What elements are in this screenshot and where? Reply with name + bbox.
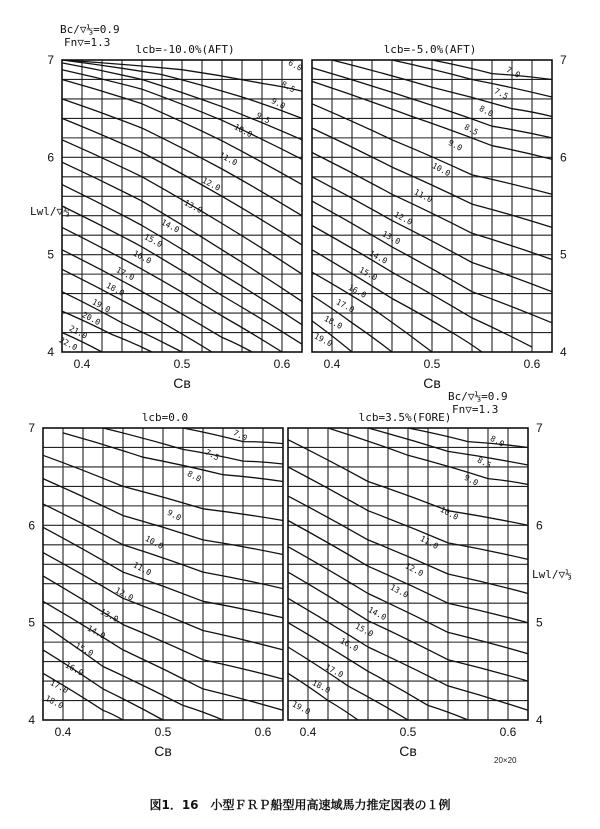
panel-3-ytick: 5 [28, 615, 35, 630]
panel-3-ytick: 7 [28, 421, 35, 435]
panel-4-curve-label: 9.0 [462, 472, 480, 488]
panel-4-curve-label: 19.0 [290, 699, 312, 717]
panel-4-curve-17-0 [288, 623, 468, 720]
panel-1-xlabel: Cʙ [173, 375, 191, 391]
panel-4-ytick: 5 [536, 615, 543, 630]
panel-4-xtick: 0.5 [399, 725, 417, 739]
panel-4-xtick: 0.4 [299, 725, 317, 739]
panel-4-ytick: 7 [536, 421, 543, 435]
panel-2-xtick: 0.5 [423, 357, 441, 371]
panel-2-curve-label: 13.0 [380, 229, 402, 247]
panel-4-curve-label: 18.0 [310, 678, 332, 696]
y-axis-label-top: Lwl/▽⅓ [30, 205, 70, 218]
mid-param-1: Bc/▽⅓=0.9 [448, 390, 508, 403]
panel-3-curve-label: 9.0 [165, 507, 183, 523]
panel-2-curve-15-0 [312, 226, 532, 348]
panel-3-curve-label: 17.0 [48, 678, 70, 696]
panel-3-xtick: 0.6 [254, 725, 272, 739]
panel-1-xtick: 0.5 [173, 357, 191, 371]
panel-2-curve-label: 17.0 [334, 297, 356, 315]
mid-param-2: Fn▽=1.3 [452, 403, 499, 416]
panel-2-curve-label: 11.0 [412, 187, 434, 205]
panel-1-curve-label: 12.0 [200, 175, 222, 193]
panel-1-ytick: 4 [47, 345, 54, 359]
panel-1-curve-18-0 [62, 250, 252, 352]
panel-1-curve-label: 10.0 [232, 122, 254, 140]
panel-3-curve-label: 8.0 [185, 469, 203, 484]
panel-4-curve-label: 14.0 [366, 605, 388, 623]
panel-4-xtick: 0.6 [499, 725, 517, 739]
panel-3-curve-label: 14.0 [85, 623, 107, 641]
panel-2-ytick: 4 [560, 345, 567, 359]
panel-1-xtick: 0.4 [73, 357, 91, 371]
figure-caption: 図1．16 小型ＦＲＰ船型用高速域馬力推定図表の１例 [149, 798, 451, 812]
panel-3-curve-16-0 [43, 625, 223, 720]
panel-1-curve-label: 6.0 [286, 58, 304, 73]
header-param-1: Bc/▽⅓=0.9 [60, 23, 120, 36]
panel-2-curve-label: 18.0 [322, 314, 344, 332]
panel-3-curve-label: 15.0 [73, 641, 95, 659]
panel-2-ytick: 5 [560, 247, 567, 262]
panel-2-curve-label: 16.0 [346, 282, 368, 300]
panel-3-curve-label: 7.0 [231, 428, 249, 443]
panel-3-xtick: 0.4 [54, 725, 72, 739]
panel-4-title: lcb=3.5%(FORE) [358, 411, 452, 424]
panel-3-title: lcb=0.0 [141, 411, 189, 424]
panel-1-curve-label: 17.0 [114, 265, 136, 283]
panel-1-curve-label: 9.5 [254, 110, 272, 126]
panel-4-xlabel: Cʙ [399, 743, 417, 759]
panel-2-curve-label: 15.0 [357, 265, 379, 283]
panel-1-curve-17-0 [62, 227, 282, 352]
panel-3-curve-8-0 [63, 433, 283, 482]
panel-1-title: lcb=-10.0%(AFT) [135, 43, 235, 56]
panel-1-curve-label: 9.0 [269, 96, 287, 111]
panel-1-curve-label: 21.0 [67, 323, 89, 341]
panel-2-curve-label: 12.0 [392, 209, 414, 227]
panel-3-curve-label: 12.0 [113, 585, 135, 603]
panel-1-ytick: 7 [47, 53, 54, 67]
panel-2-xtick: 0.4 [323, 357, 341, 371]
panel-3-curve-label: 10.0 [143, 534, 165, 552]
panel-4-curve-label: 8.5 [475, 455, 493, 471]
panel-1-curve-label: 20.0 [80, 310, 102, 328]
panel-1-curve-label: 22.0 [57, 335, 79, 353]
panel-3-xtick: 0.5 [154, 725, 172, 739]
panel-2-ytick: 7 [560, 53, 567, 67]
panel-4-ytick: 6 [536, 518, 543, 533]
panel-1-xtick: 0.6 [273, 357, 291, 371]
panel-2-ytick: 6 [560, 150, 567, 165]
panel-4-curve-label: 11.0 [418, 534, 440, 552]
panel-4-ytick: 4 [536, 713, 543, 727]
panel-3-ytick: 4 [28, 713, 35, 727]
panel-1-curve-label: 11.0 [217, 150, 239, 168]
panel-3-curve-label: 13.0 [98, 607, 120, 625]
panel-1-ytick: 5 [47, 247, 54, 262]
panel-1-curve-label: 8.5 [279, 79, 297, 95]
panel-1-curve-label: 14.0 [159, 217, 181, 235]
panel-3-curve-label: 7.5 [203, 447, 221, 463]
panel-1-curve-label: 19.0 [90, 297, 112, 315]
y-axis-label-bottom: Lwl/▽⅓ [532, 568, 572, 581]
grid-note: 20×20 [494, 756, 517, 765]
panel-4-curve-label: 15.0 [353, 621, 375, 639]
panel-3-xlabel: Cʙ [154, 743, 172, 759]
panel-2-curve-label: 7.5 [492, 86, 510, 102]
panel-4-curve-label: 8.0 [488, 434, 506, 449]
panel-4-curve-label: 10.0 [438, 504, 460, 522]
panel-3-curve-7-5 [103, 428, 283, 464]
panel-1-curve-label: 18.0 [104, 280, 126, 298]
panel-1-curve-label: 15.0 [142, 232, 164, 250]
panel-3-ytick: 6 [28, 518, 35, 533]
panel-2-curve-label: 8.5 [462, 122, 480, 138]
panel-4-curve-label: 13.0 [388, 582, 410, 600]
panel-3-curve-label: 16.0 [63, 660, 85, 678]
panel-4-curve-label: 17.0 [323, 662, 345, 680]
panel-2-title: lcb=-5.0%(AFT) [383, 43, 477, 56]
panel-2-curve-label: 7.0 [504, 65, 522, 80]
panel-2-curve-label: 9.0 [446, 138, 464, 153]
header-param-2: Fn▽=1.3 [64, 36, 111, 49]
panel-4-curve-label: 16.0 [338, 636, 360, 654]
panel-2-curve-label: 8.0 [477, 103, 495, 119]
panel-1-curve-label: 16.0 [131, 248, 153, 266]
panel-2-xlabel: Cʙ [423, 375, 441, 391]
panel-2-curve-label: 19.0 [312, 331, 334, 349]
panel-1-ytick: 6 [47, 150, 54, 165]
panel-4-curve-label: 12.0 [403, 561, 425, 579]
panel-2-curve-label: 10.0 [430, 161, 452, 179]
panel-3-curve-label: 11.0 [131, 560, 153, 578]
panel-3-curve-label: 18.0 [43, 693, 65, 711]
panel-2-curve-label: 14.0 [367, 248, 389, 266]
panel-2-xtick: 0.6 [523, 357, 541, 371]
panel-1-curve-label: 13.0 [182, 198, 204, 216]
